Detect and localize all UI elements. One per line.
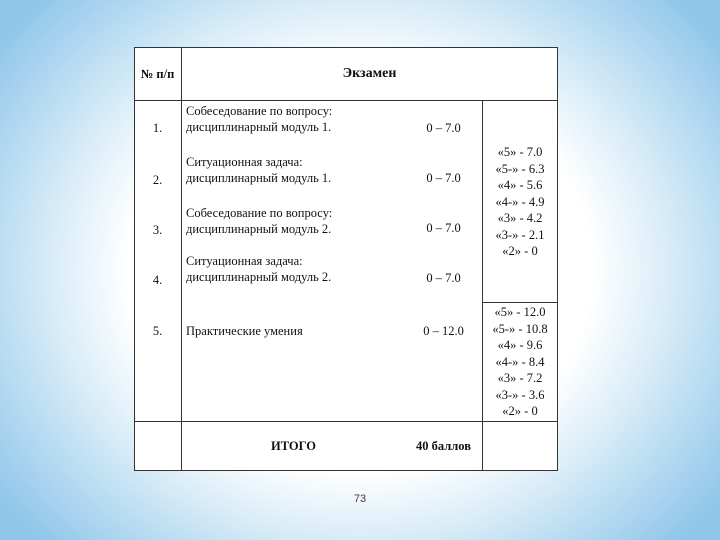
row-task: Собеседование по вопросу: дисциплинарный модуль 2. <box>186 206 333 236</box>
grade-item: «5» - 12.0 <box>494 305 546 320</box>
grade-item: «3-» - 2.1 <box>495 227 545 242</box>
grade-item: «5-» - 10.8 <box>492 321 548 336</box>
grade-item: «4» - 9.6 <box>497 338 543 353</box>
grade-item: «4-» - 8.4 <box>495 354 545 369</box>
row-range: 0 – 7.0 <box>426 221 461 235</box>
grade-item: «2» - 0 <box>502 244 538 259</box>
page-number: 73 <box>353 493 367 505</box>
row-task: Практические умения <box>186 324 303 338</box>
row-task: Ситуационная задача: дисциплинарный модуль 1. <box>186 155 332 185</box>
header-num: № п/п <box>140 66 175 81</box>
row-num: 5. <box>152 324 163 338</box>
grade-item: «3-» - 3.6 <box>495 387 545 402</box>
grade-scale-modules <box>482 108 558 296</box>
row-num: 1. <box>152 121 163 135</box>
header-divider <box>134 100 558 101</box>
row-task: Ситуационная задача: дисциплинарный модуль 2. <box>186 254 332 284</box>
grade-item: «2» - 0 <box>502 404 538 419</box>
grade-item: «4» - 5.6 <box>497 178 543 193</box>
col-divider-num <box>181 47 182 471</box>
row-range: 0 – 7.0 <box>426 271 461 285</box>
row-range: 0 – 7.0 <box>426 171 461 185</box>
grade-item: «3» - 4.2 <box>497 211 543 226</box>
header-title: Экзамен <box>342 65 397 81</box>
grade-item: «3» - 7.2 <box>497 371 543 386</box>
grade-item: «4-» - 4.9 <box>495 194 545 209</box>
row-range: 0 – 7.0 <box>426 121 461 135</box>
total-label: ИТОГО <box>271 439 316 453</box>
row-num: 3. <box>152 223 163 237</box>
total-value: 40 баллов <box>416 439 471 453</box>
row-num: 4. <box>152 273 163 287</box>
row-task: Собеседование по вопросу: дисциплинарный модуль 1. <box>186 104 333 134</box>
row-range: 0 – 12.0 <box>423 324 464 338</box>
grade-scale-practical <box>482 303 558 421</box>
total-divider <box>134 421 558 422</box>
row-num: 2. <box>152 173 163 187</box>
grade-item: «5» - 7.0 <box>497 145 543 160</box>
grade-item: «5-» - 6.3 <box>495 161 545 176</box>
